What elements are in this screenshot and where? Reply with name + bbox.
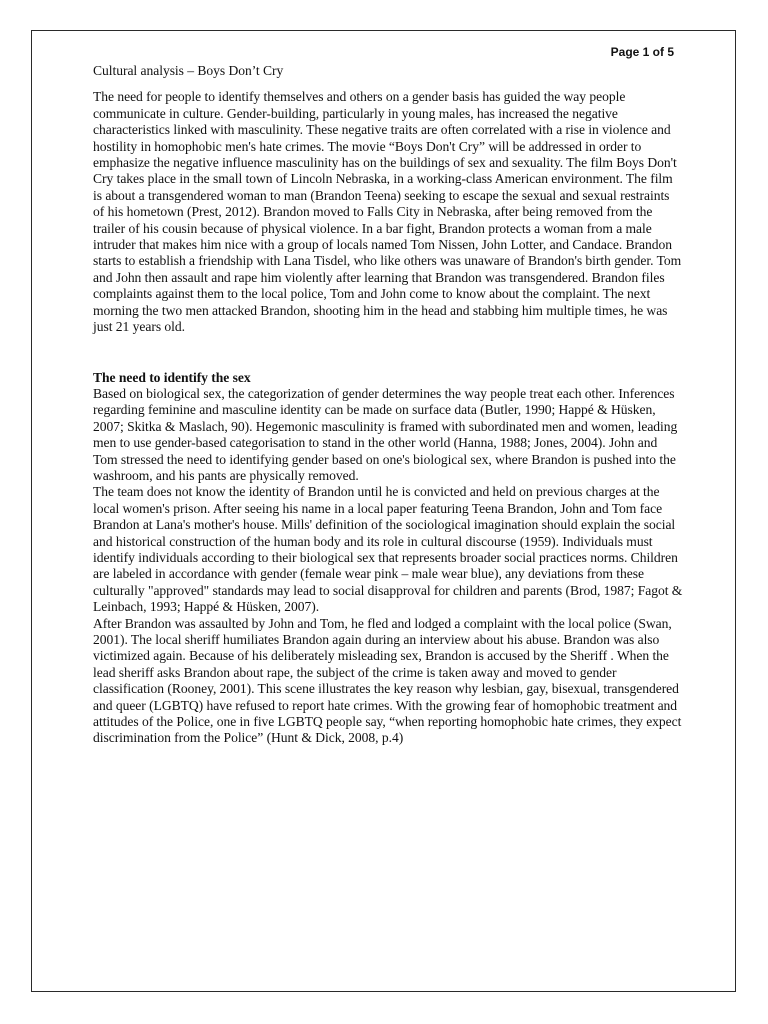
document-title: Cultural analysis – Boys Don’t Cry	[93, 63, 284, 78]
section-heading: The need to identify the sex	[93, 369, 251, 385]
section-paragraph-2: The team does not know the identity of Brandon until he is convicted and held on previous charges at the local women's prison. After seeing his name in a local paper featuring Teena Brandon, John and Tom face Brandon at Lana's mother's house. Mills' definition of the sociological imagination should explain the social and historical construction of the human body and its role in cultural discourse (1959). Individuals must identify individuals according to their biological sex that represents broader social practices norms. Children are labeled in accordance with gender (female wear pink – male wear blue), any deviations from these culturally "approved" standards may lead to social disapproval for children and parents (Brod, 1987; Fagot & Leinbach, 1993; Happé & Hüsken, 2007).	[93, 484, 683, 615]
section-paragraph-1: Based on biological sex, the categorization of gender determines the way people treat each other. Inferences regarding feminine and masculine identity can be made on surface data (Butler, 1990; Happé & Hüsken, 2007; Skitka & Maslach, 90). Hegemonic masculinity is framed with subordinated men and women, leading men to use gender-based categorisation to stand in the other world (Hanna, 1988; Jones, 2004). John and Tom stressed the need to identifying gender based on one's biological sex, where Brandon is pushed into the washroom, and his pants are physically removed.	[93, 385, 678, 483]
document-body	[93, 63, 683, 747]
section-paragraph-3: After Brandon was assaulted by John and Tom, he fled and lodged a complaint with the local police (Swan, 2001). The local sheriff humiliates Brandon again during an interview about his abuse. Brandon was also victimized again. Because of his deliberately misleading sex, Brandon is accused by the Sheriff . When the lead sheriff asks Brandon about rape, the subject of the crime is taken away and moved to gender classification (Rooney, 2001). This scene illustrates the key reason why lesbian, gay, bisexual, transgendered and queer (LGBTQ) have refused to report hate crimes. With the growing fear of homophobic treatment and attitudes of the Police, one in five LGBTQ people say, “when reporting homophobic hate crimes, they expect discrimination from the Police” (Hunt & Dick, 2008, p.4)	[93, 615, 682, 746]
intro-paragraph: The need for people to identify themselves and others on a gender basis has guided the way people communicate in culture. Gender-building, particularly in young males, has increased the negative characteristics linked with masculinity. These negative traits are often correlated with a rise in violence and hostility in homophobic men's hate crimes. The movie “Boys Don't Cry” will be addressed in order to emphasize the negative influence masculinity has on the buildings of sex and sexuality. The film Boys Don't Cry takes place in the small town of Lincoln Nebraska, in a working-class American environment. The film is about a transgendered woman to man (Brandon Teena) seeking to escape the sexual and sexual restraints of his hometown (Prest, 2012). Brandon moved to Falls City in Nebraska, after being removed from the trailer of his cousin because of physical violence. In a bar fight, Brandon protects a woman from a male intruder that makes him nice with a group of locals named Tom Nissen, John Lotter, and Candace. Brandon starts to establish a friendship with Lana Tisdel, who like others was unaware of Brandon's birth gender. Tom and John then assault and rape him violently after learning that Brandon was transgendered. Brandon files complaints against them to the local police, Tom and John come to know about the complaint. The next morning the two men attacked Brandon, shooting him in the head and stabbing him multiple times, he was just 21 years old.	[93, 89, 682, 335]
page-number: Page 1 of 5	[610, 45, 674, 59]
